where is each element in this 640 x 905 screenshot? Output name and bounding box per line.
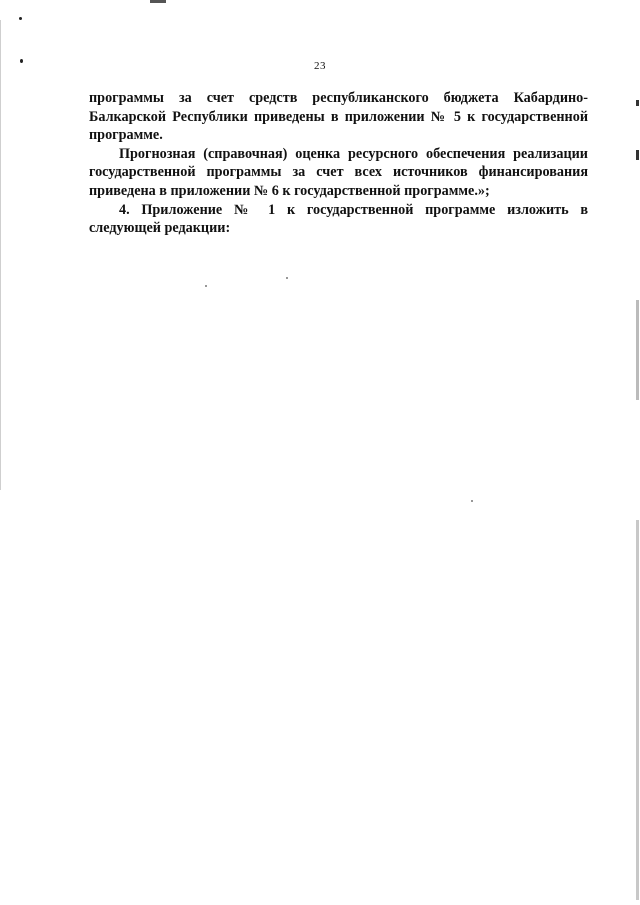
text-line: следующей редакции:	[89, 220, 231, 237]
paragraph-2	[89, 145, 588, 201]
page-number: 23	[314, 60, 326, 72]
paragraph-3	[89, 201, 588, 238]
text-line: государственной программы за счет всех источников финансирования	[89, 164, 588, 181]
scan-speck	[19, 17, 22, 20]
text-line: программе.	[89, 127, 163, 144]
paragraph-1	[89, 89, 588, 145]
text-line: приведена в приложении № 6 к государственной программе.»;	[89, 182, 490, 199]
scan-edge-mark	[636, 100, 639, 106]
scan-speck	[471, 500, 473, 502]
scan-speck	[205, 285, 207, 287]
scan-speck	[286, 277, 288, 279]
scan-edge-mark	[636, 520, 639, 900]
document-body	[89, 89, 588, 238]
scan-artifact-left-edge	[0, 20, 1, 490]
text-line: 4. Приложение № 1 к государственной программе изложить в	[119, 201, 588, 218]
text-line: Балкарской Республики приведены в приложении № 5 к государственной	[89, 108, 588, 125]
scan-artifact-top	[150, 0, 166, 3]
text-line: программы за счет средств республиканского бюджета Кабардино-	[89, 90, 588, 106]
text-line: Прогнозная (справочная) оценка ресурсного обеспечения реализации	[119, 145, 588, 162]
scan-edge-mark	[636, 300, 639, 400]
scan-edge-mark	[636, 150, 639, 160]
